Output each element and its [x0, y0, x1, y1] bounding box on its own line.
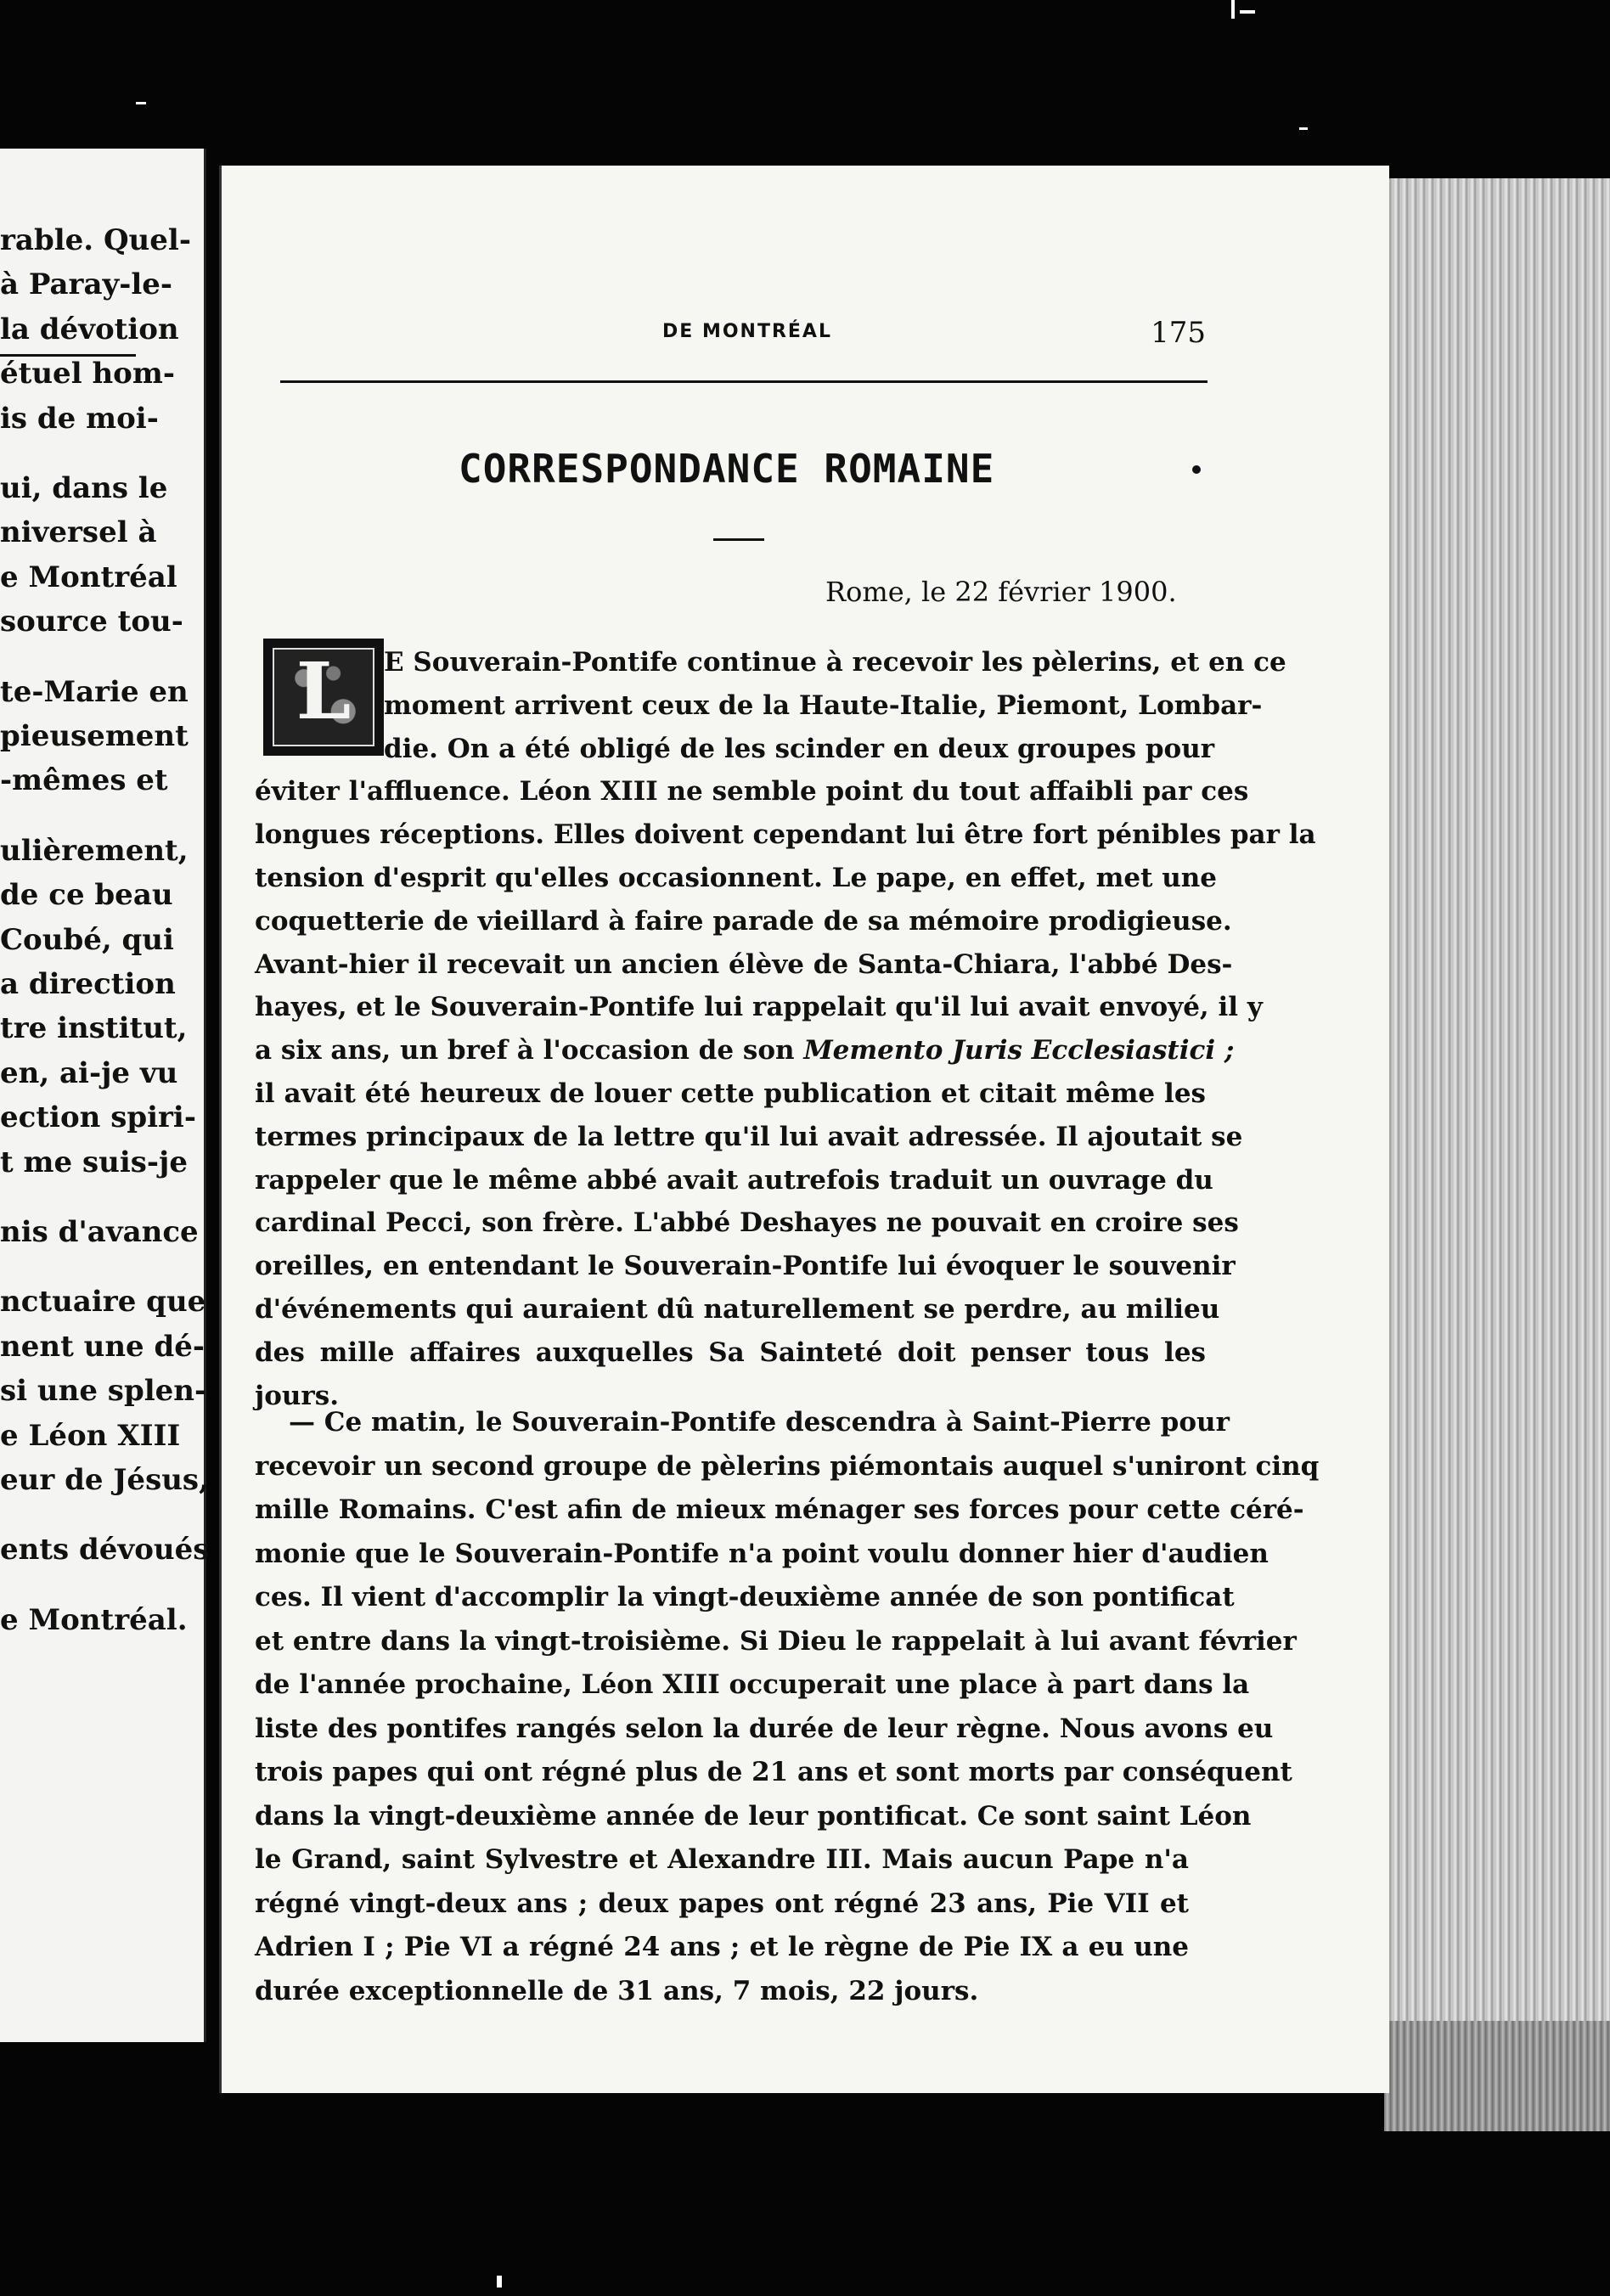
scan-artifact — [1231, 0, 1235, 19]
left-page-line: ents dévoués — [0, 1533, 210, 1567]
text-line: termes principaux de la lettre qu'il lui avait adressée. Il ajoutait se — [255, 1121, 1243, 1152]
drop-cap — [263, 639, 384, 756]
text-line: hayes, et le Souverain-Pontife lui rappelait qu'il lui avait envoyé, il y — [255, 992, 1263, 1023]
drop-cap-letter: L — [296, 645, 352, 737]
scan-artifact — [497, 2276, 502, 2288]
text-line: mille Romains. C'est afin de mieux ménager ses forces pour cette céré- — [255, 1494, 1304, 1525]
text-line: oreilles, en entendant le Souverain-Pontife lui évoquer le souvenir — [255, 1251, 1236, 1282]
text-line: E Souverain-Pontife continue à recevoir les pèlerins, et en ce — [384, 647, 1286, 678]
title-rule — [713, 538, 764, 541]
left-page-line: nent une dé- — [0, 1329, 205, 1364]
text-line: jours. — [255, 1380, 340, 1411]
left-page — [0, 149, 210, 2042]
book-page-edges-bottom — [1384, 2021, 1610, 2131]
left-page-line: pieusement — [0, 719, 189, 753]
left-page-line: étuel hom- — [0, 357, 175, 391]
text-line: des mille affaires auxquelles Sa Sainteté doit penser tous les — [255, 1337, 1206, 1368]
left-page-line: t me suis-je — [0, 1145, 188, 1179]
text-line: durée exceptionnelle de 31 ans, 7 mois, 22 jours. — [255, 1975, 979, 2006]
title-ornament-dot — [1192, 465, 1201, 474]
left-page-line: rable. Quel- — [0, 223, 191, 257]
left-page-line: e Montréal. — [0, 1602, 188, 1637]
text-line: éviter l'affluence. Léon XIII ne semble point du tout affaibli par ces — [255, 776, 1249, 808]
text-line: coquetterie de vieillard à faire parade de sa mémoire prodigieuse. — [255, 905, 1232, 937]
text-line: trois papes qui ont régné plus de 21 ans et sont morts par conséquent — [255, 1757, 1292, 1787]
text-line: — Ce matin, le Souverain-Pontife descendra à Saint-Pierre pour — [289, 1407, 1230, 1438]
running-head — [280, 314, 1206, 357]
scan-artifact — [1299, 127, 1308, 130]
left-page-line: Coubé, qui — [0, 922, 174, 957]
text-line: monie que le Souverain-Pontife n'a point voulu donner hier d'audien — [255, 1538, 1269, 1569]
left-page-line: e Léon XIII — [0, 1418, 181, 1453]
text-line: d'événements qui auraient dû naturellement se perdre, au milieu — [255, 1294, 1220, 1325]
left-page-line: si une splen- — [0, 1374, 207, 1409]
text-line-part: a six ans, un bref à l'occasion de son — [255, 1035, 795, 1066]
dateline: Rome, le 22 février 1900. — [825, 576, 1177, 608]
text-line: et entre dans la vingt-troisième. Si Dieu le rappelait à lui avant février — [255, 1625, 1297, 1657]
left-page-line: nis d'avance — [0, 1215, 199, 1249]
text-line: de l'année prochaine, Léon XIII occuperait une place à part dans la — [255, 1669, 1250, 1700]
left-page-line: is de moi- — [0, 401, 159, 436]
scan-artifact — [1240, 10, 1255, 14]
left-page-line: a direction — [0, 967, 176, 1001]
left-page-line: la dévotion — [0, 312, 179, 346]
header-rule — [280, 380, 1208, 383]
left-page-line: ui, dans le — [0, 471, 168, 505]
text-line: recevoir un second groupe de pèlerins piémontais auquel s'uniront cinq — [255, 1450, 1320, 1482]
left-page-line: niversel à — [0, 515, 157, 550]
left-page-line: source tou- — [0, 605, 183, 639]
left-page-line: ulièrement, — [0, 833, 189, 868]
running-title: DE MONTRÉAL — [662, 321, 832, 342]
text-line: Adrien I ; Pie VI a régné 24 ans ; et le règne de Pie IX a eu une — [255, 1932, 1189, 1962]
text-line: longues réceptions. Elles doivent cependant lui être fort pénibles par la — [255, 819, 1316, 851]
book-page-edges — [1384, 178, 1610, 2123]
text-line: moment arrivent ceux de la Haute-Italie, Piemont, Lombar- — [384, 689, 1263, 721]
left-page-line: en, ai-je vu — [0, 1055, 178, 1090]
left-page-line: à Paray-le- — [0, 267, 173, 302]
text-line — [255, 1033, 1235, 1067]
text-line: Avant-hier il recevait un ancien élève de Santa-Chiara, l'abbé Des- — [255, 948, 1233, 980]
scan-artifact — [136, 102, 146, 104]
text-line: die. On a été obligé de les scinder en deux groupes pour — [384, 733, 1215, 764]
left-page-line: te-Marie en — [0, 674, 189, 709]
left-page-line: de ce beau — [0, 878, 173, 913]
text-line: dans la vingt-deuxième année de leur pontificat. Ce sont saint Léon — [255, 1800, 1252, 1832]
text-line: ces. Il vient d'accomplir la vingt-deuxième année de son pontificat — [255, 1582, 1235, 1612]
left-page-line: e Montréal — [0, 560, 177, 594]
left-page-line: ection spiri- — [0, 1100, 196, 1135]
left-page-line: -mêmes et — [0, 763, 168, 798]
page-number: 175 — [1151, 316, 1206, 350]
left-page-line: eur de Jésus, — [0, 1463, 209, 1497]
text-line: tension d'esprit qu'elles occasionnent. Le pape, en effet, met une — [255, 863, 1218, 893]
article-title: CORRESPONDANCE ROMAINE — [459, 446, 995, 492]
text-line: le Grand, saint Sylvestre et Alexandre III. Mais aucun Pape n'a — [255, 1844, 1189, 1875]
text-line: rappeler que le même abbé avait autrefois traduit un ouvrage du — [255, 1164, 1213, 1196]
italic-title: Memento Juris Ecclesiastici ; — [794, 1035, 1235, 1066]
text-line: il avait été heureux de louer cette publication et citait même les — [255, 1078, 1206, 1109]
left-page-line: nctuaire que — [0, 1285, 206, 1320]
left-page-line: tre institut, — [0, 1011, 188, 1046]
text-line: cardinal Pecci, son frère. L'abbé Deshayes ne pouvait en croire ses — [255, 1207, 1239, 1239]
text-line: régné vingt-deux ans ; deux papes ont régné 23 ans, Pie VII et — [255, 1888, 1189, 1919]
text-line: liste des pontifes rangés selon la durée de leur règne. Nous avons eu — [255, 1713, 1274, 1744]
